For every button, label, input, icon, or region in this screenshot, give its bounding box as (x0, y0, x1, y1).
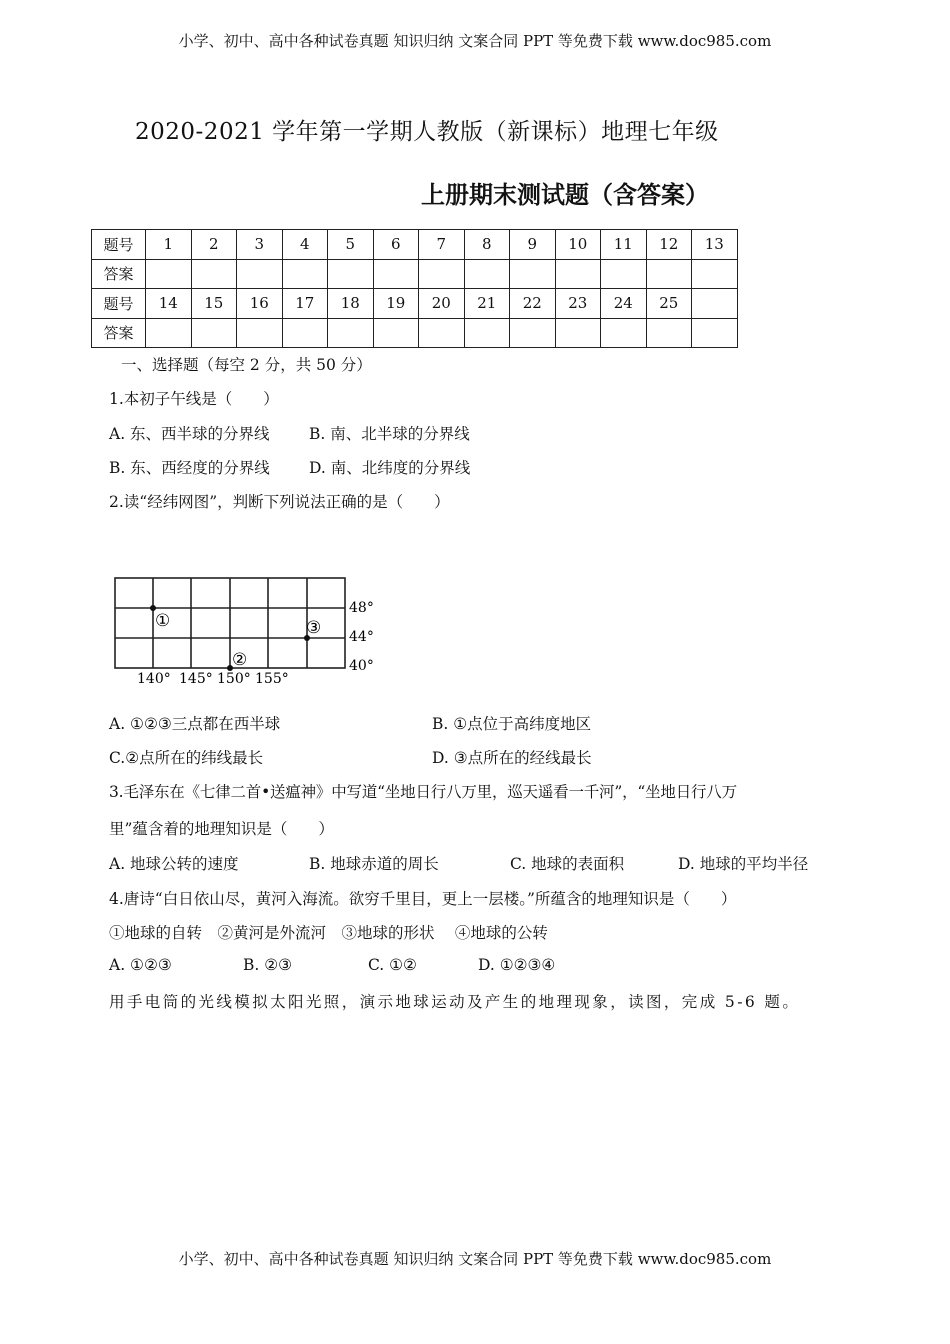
answer-cell[interactable] (692, 318, 738, 348)
label-answer: 答案 (92, 318, 146, 348)
question-3-stem-line1: 3.毛泽东在《七律二首•送瘟神》中写道“坐地日行八万里，巡天遥看一千河”，“坐地日行八万 (109, 783, 737, 801)
question-2-option-a[interactable]: A. ①②③三点都在西半球 (109, 715, 281, 733)
table-cell: 15 (191, 289, 237, 319)
question-3-option-d[interactable]: D. 地球的平均半径 (678, 855, 809, 873)
section-heading: 一、选择题（每空 2 分，共 50 分） (121, 356, 372, 374)
question-4-items: ①地球的自转 ②黄河是外流河 ③地球的形状 ④地球的公转 (109, 924, 548, 942)
answer-cell[interactable] (464, 259, 510, 289)
table-cell: 18 (328, 289, 374, 319)
question-3-option-c[interactable]: C. 地球的表面积 (510, 855, 625, 873)
exam-subtitle: 上册期末测试题（含答案） (421, 180, 709, 209)
answer-table (91, 229, 738, 348)
lon-label-155: 155° (255, 671, 289, 687)
question-3-option-a[interactable]: A. 地球公转的速度 (109, 855, 239, 873)
question-2-option-b[interactable]: B. ①点位于高纬度地区 (432, 715, 592, 733)
table-cell: 23 (555, 289, 601, 319)
question-4-option-b[interactable]: B. ②③ (243, 956, 293, 974)
label-answer: 答案 (92, 259, 146, 289)
answer-cell[interactable] (237, 259, 283, 289)
table-cell: 1 (146, 230, 192, 260)
table-cell: 16 (237, 289, 283, 319)
question-4-option-d[interactable]: D. ①②③④ (478, 956, 556, 974)
answer-cell[interactable] (191, 318, 237, 348)
point-1-label: ① (155, 611, 171, 631)
lat-label-40: 40° (349, 658, 374, 674)
answer-cell[interactable] (146, 259, 192, 289)
table-cell: 21 (464, 289, 510, 319)
answer-cell[interactable] (328, 318, 374, 348)
question-1-option-d[interactable]: D. 南、北纬度的分界线 (309, 459, 471, 477)
answer-cell[interactable] (646, 318, 692, 348)
lon-label-140: 140° (137, 671, 171, 687)
question-1-option-b[interactable]: B. 南、北半球的分界线 (309, 425, 470, 443)
table-cell: 7 (419, 230, 465, 260)
table-cell: 20 (419, 289, 465, 319)
answer-cell[interactable] (419, 318, 465, 348)
question-1-option-a[interactable]: A. 东、西半球的分界线 (109, 425, 270, 443)
answer-cell[interactable] (373, 318, 419, 348)
answer-cell[interactable] (510, 259, 556, 289)
point-3-label: ③ (306, 618, 322, 638)
answer-cell[interactable] (373, 259, 419, 289)
answer-cell[interactable] (282, 259, 328, 289)
table-cell: 19 (373, 289, 419, 319)
question-2-option-d[interactable]: D. ③点所在的经线最长 (432, 749, 592, 767)
question-2-stem: 2.读“经纬网图”，判断下列说法正确的是（ ） (109, 493, 450, 511)
label-question-number: 题号 (92, 230, 146, 260)
answer-cell[interactable] (692, 259, 738, 289)
question-1-option-c[interactable]: B. 东、西经度的分界线 (109, 459, 270, 477)
answer-cell[interactable] (555, 259, 601, 289)
table-cell: 25 (646, 289, 692, 319)
answer-cell[interactable] (191, 259, 237, 289)
table-cell: 5 (328, 230, 374, 260)
point-2-label: ② (232, 650, 248, 670)
lat-label-48: 48° (349, 600, 374, 616)
label-question-number: 题号 (92, 289, 146, 319)
question-5-6-intro: 用手电筒的光线模拟太阳光照，演示地球运动及产生的地理现象，读图，完成 5-6 题。 (109, 993, 801, 1011)
lon-label-145: 145° (179, 671, 213, 687)
answer-cell[interactable] (419, 259, 465, 289)
lat-label-44: 44° (349, 629, 374, 645)
table-cell: 13 (692, 230, 738, 260)
table-cell: 24 (601, 289, 647, 319)
answer-cell[interactable] (464, 318, 510, 348)
table-cell: 14 (146, 289, 192, 319)
table-row-numbers-2 (92, 289, 738, 319)
table-cell: 4 (282, 230, 328, 260)
answer-cell[interactable] (601, 259, 647, 289)
question-3-stem-line2: 里”蕴含着的地理知识是（ ） (109, 820, 334, 838)
answer-cell[interactable] (146, 318, 192, 348)
page-header: 小学、初中、高中各种试卷真题 知识归纳 文案合同 PPT 等免费下载 www.doc985.com (178, 32, 772, 50)
exam-title: 2020-2021 学年第一学期人教版（新课标）地理七年级 (135, 119, 719, 145)
table-cell: 3 (237, 230, 283, 260)
table-row-answers-2 (92, 318, 738, 348)
question-4-stem: 4.唐诗“白日依山尽，黄河入海流。欲穷千里目，更上一层楼。”所蕴含的地理知识是（ ） (109, 890, 737, 908)
table-row-answers-1 (92, 259, 738, 289)
answer-cell[interactable] (282, 318, 328, 348)
table-cell (692, 289, 738, 319)
table-row-numbers-1 (92, 230, 738, 260)
table-cell: 22 (510, 289, 556, 319)
question-2-option-c[interactable]: C.②点所在的纬线最长 (109, 749, 264, 767)
table-cell: 11 (601, 230, 647, 260)
answer-cell[interactable] (328, 259, 374, 289)
page-footer: 小学、初中、高中各种试卷真题 知识归纳 文案合同 PPT 等免费下载 www.doc985.com (178, 1250, 772, 1268)
table-cell: 10 (555, 230, 601, 260)
question-3-option-b[interactable]: B. 地球赤道的周长 (309, 855, 439, 873)
question-4-option-c[interactable]: C. ①② (368, 956, 417, 974)
table-cell: 17 (282, 289, 328, 319)
answer-cell[interactable] (601, 318, 647, 348)
table-cell: 8 (464, 230, 510, 260)
answer-cell[interactable] (555, 318, 601, 348)
answer-cell[interactable] (646, 259, 692, 289)
answer-cell[interactable] (237, 318, 283, 348)
table-cell: 6 (373, 230, 419, 260)
table-cell: 2 (191, 230, 237, 260)
answer-cell[interactable] (510, 318, 556, 348)
lon-label-150: 150° (217, 671, 251, 687)
lat-lon-grid-figure (100, 565, 390, 690)
question-1-stem: 1.本初子午线是（ ） (109, 390, 279, 408)
question-4-option-a[interactable]: A. ①②③ (109, 956, 172, 974)
table-cell: 12 (646, 230, 692, 260)
table-cell: 9 (510, 230, 556, 260)
